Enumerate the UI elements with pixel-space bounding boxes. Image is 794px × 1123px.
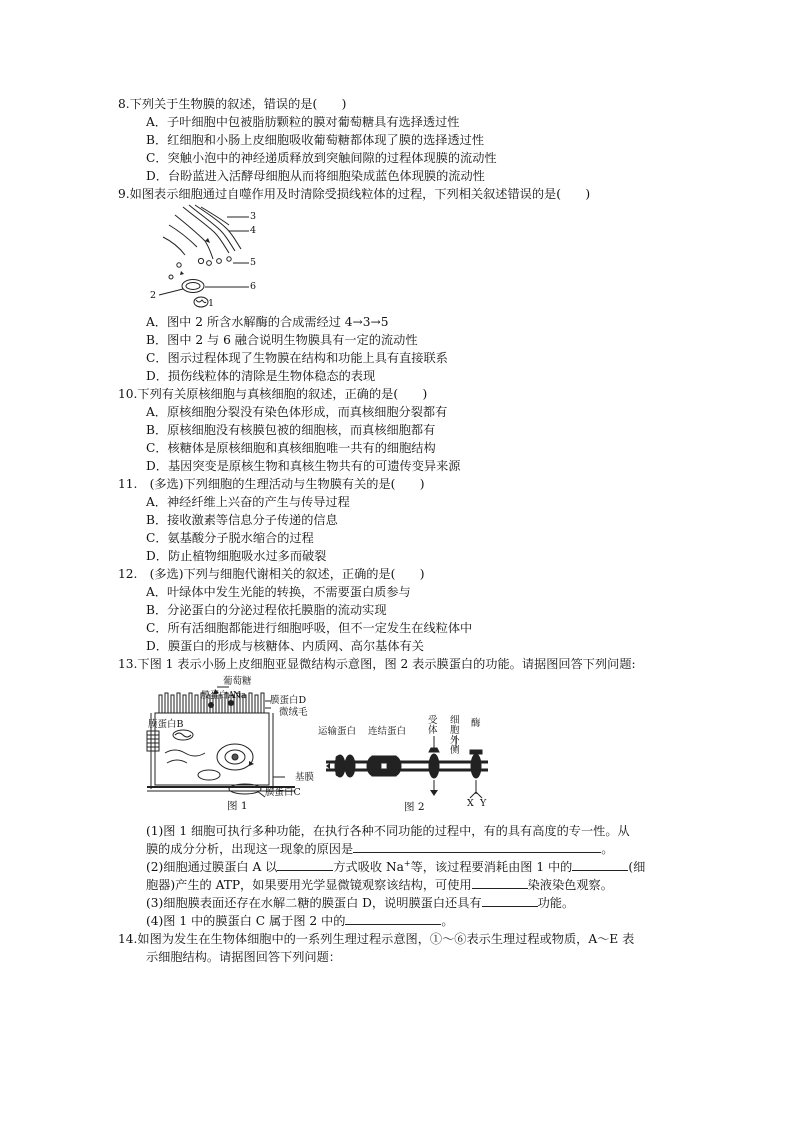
figure-1 bbox=[145, 673, 325, 817]
q13-sub3 bbox=[146, 894, 574, 912]
q13-sub3-text-b: 功能。 bbox=[537, 896, 575, 910]
q12-option-a: A．叶绿体中发生光能的转换，不需要蛋白质参与 bbox=[146, 585, 411, 599]
q12-option-b: B．分泌蛋白的分泌过程依托膜脂的流动实现 bbox=[146, 603, 387, 617]
q13-sub1-line2 bbox=[146, 840, 613, 858]
label-5: 5 bbox=[250, 257, 257, 268]
q13-sub1-text: 膜的成分分析，出现这一现象的原因是 bbox=[146, 842, 354, 856]
q14-stem-line1: 14.如图为发生在生物体细胞中的一系列生理过程示意图，①～⑥表示生理过程或物质，A～E 表 bbox=[118, 932, 635, 946]
q13-sub2-line2-text-b: 染液染色观察。 bbox=[527, 878, 613, 892]
q8-option-d: D．台盼蓝进入活酵母细胞从而将细胞染成蓝色体现膜的流动性 bbox=[146, 169, 485, 183]
q13-sub2-line2-text-a: 胞器)产生的 ATP，如果要用光学显微镜观察该结构，可使用 bbox=[146, 878, 472, 892]
autophagy-figure bbox=[145, 203, 265, 311]
q10-option-b: B．原核细胞没有核膜包被的细胞核，而真核细胞都有 bbox=[146, 423, 436, 437]
q11-option-b: B．接收激素等信息分子传递的信息 bbox=[146, 513, 338, 527]
label-6: 6 bbox=[250, 281, 257, 292]
fig1-caption: 图 1 bbox=[227, 800, 248, 812]
fig2-caption: 图 2 bbox=[404, 801, 425, 813]
fig2-transport-label: 运输蛋白 bbox=[318, 726, 357, 737]
label-2: 2 bbox=[150, 290, 157, 301]
q11-option-a: A．神经纤维上兴奋的产生与传导过程 bbox=[146, 495, 350, 509]
q9-stem: 9.如图表示细胞通过自噬作用及时清除受损线粒体的过程，下列相关叙述错误的是( ) bbox=[118, 187, 591, 201]
fig1-protein-b-label: 膜蛋白B bbox=[148, 719, 184, 730]
fig1-microvilli-label: 微绒毛 bbox=[279, 707, 308, 718]
q9-option-d: D．损伤线粒体的清除是生物体稳态的表现 bbox=[146, 369, 376, 383]
q13-sub2-line1 bbox=[146, 858, 645, 876]
q11-option-d: D．防止植物细胞吸水过多而破裂 bbox=[146, 549, 327, 563]
autophagy-diagram bbox=[145, 203, 265, 311]
fig2-x-label: X bbox=[467, 798, 474, 809]
label-1: 1 bbox=[208, 298, 215, 309]
answer-blank-5[interactable] bbox=[482, 894, 538, 907]
label-4: 4 bbox=[250, 225, 257, 236]
q8-option-a: A．子叶细胞中包被脂肪颗粒的膜对葡萄糖具有选择透过性 bbox=[146, 115, 460, 129]
na-superscript: + bbox=[403, 858, 411, 868]
fig1-protein-d-label: 膜蛋白D bbox=[270, 695, 307, 706]
q12-option-d: D．膜蛋白的形成与核糖体、内质网、高尔基体有关 bbox=[146, 639, 424, 653]
q13-sub4 bbox=[146, 912, 454, 930]
q13-sub1-line1: (1)图 1 细胞可执行多种功能，在执行各种不同功能的过程中，有的具有高度的专一性。从 bbox=[146, 824, 630, 838]
answer-blank-1[interactable] bbox=[353, 840, 601, 853]
fig2-y-label: Y bbox=[480, 798, 487, 809]
fig2-receptor-label: 受体 bbox=[428, 715, 438, 736]
q13-sub4-text-a: (4)图 1 中的膜蛋白 C 属于图 2 中的 bbox=[146, 914, 346, 928]
q9-option-b: B．图中 2 与 6 融合说明生物膜具有一定的流动性 bbox=[146, 333, 418, 347]
q10-option-c: C．核糖体是原核细胞和真核细胞唯一共有的细胞结构 bbox=[146, 441, 436, 455]
q11-stem: 11. (多选)下列细胞的生理活动与生物膜有关的是( ) bbox=[118, 477, 425, 491]
q9-option-a: A．图中 2 所含水解酶的合成需经过 4→3→5 bbox=[146, 315, 389, 329]
q14-stem-line2: 示细胞结构。请据图回答下列问题： bbox=[146, 950, 341, 964]
fig1-protein-c-label: 膜蛋白C bbox=[265, 787, 301, 798]
fig1-na-label: Na bbox=[233, 691, 247, 701]
q12-option-c: C．所有活细胞都能进行细胞呼吸，但不一定发生在线粒体中 bbox=[146, 621, 473, 635]
q8-option-c: C．突触小泡中的神经递质释放到突触间隙的过程体现膜的流动性 bbox=[146, 151, 497, 165]
q13-sub2-text-a: (2)细胞通过膜蛋白 A 以 bbox=[146, 860, 278, 874]
q13-sub4-text-b: 。 bbox=[441, 914, 454, 928]
q13-sub3-text-a: (3)细胞膜表面还存在水解二糖的膜蛋白 D，说明膜蛋白还具有 bbox=[146, 896, 482, 910]
q12-stem: 12. (多选)下列与细胞代谢相关的叙述，正确的是( ) bbox=[118, 567, 425, 581]
q13-stem: 13.下图 1 表示小肠上皮细胞亚显微结构示意图，图 2 表示膜蛋白的功能。请据图回答下列问题: bbox=[118, 657, 636, 671]
fig1-glucose-label: 葡萄糖 bbox=[223, 676, 252, 687]
answer-blank-3[interactable] bbox=[572, 858, 628, 871]
answer-blank-4[interactable] bbox=[472, 876, 528, 889]
fig2-junction-label: 连结蛋白 bbox=[368, 726, 407, 737]
q13-sub2-line2 bbox=[146, 876, 613, 894]
q13-sub2-text-d: (细 bbox=[628, 860, 646, 874]
q13-sub2-text-b: 方式吸收 Na bbox=[333, 860, 404, 874]
q13-sub1-end: 。 bbox=[601, 842, 614, 856]
q8-stem: 8.下列关于生物膜的叙述，错误的是( ) bbox=[118, 97, 347, 111]
answer-blank-6[interactable] bbox=[345, 912, 441, 925]
figure-2 bbox=[318, 715, 498, 816]
label-3: 3 bbox=[250, 211, 257, 222]
q8-option-b: B．红细胞和小肠上皮细胞吸收葡萄糖都体现了膜的选择透过性 bbox=[146, 133, 485, 147]
q10-option-d: D．基因突变是原核生物和真核生物共有的可遗传变异来源 bbox=[146, 459, 461, 473]
q10-stem: 10.下列有关原核细胞与真核细胞的叙述，正确的是( ) bbox=[118, 387, 428, 401]
fig1-protein-a-label: 膜蛋白A bbox=[201, 691, 235, 701]
fig2-enzyme-label: 酶 bbox=[471, 718, 481, 729]
fig2-outer-side-label: 细胞外侧 bbox=[450, 715, 460, 756]
q9-option-c: C．图示过程体现了生物膜在结构和功能上具有直接联系 bbox=[146, 351, 448, 365]
q11-option-c: C．氨基酸分子脱水缩合的过程 bbox=[146, 531, 314, 545]
q10-option-a: A．原核细胞分裂没有染色体形成，而真核细胞分裂都有 bbox=[146, 405, 448, 419]
fig1-basement-label: 基膜 bbox=[295, 772, 315, 783]
answer-blank-2[interactable] bbox=[277, 858, 333, 871]
q13-sub2-text-c: 等，该过程要消耗由图 1 中的 bbox=[410, 860, 573, 874]
